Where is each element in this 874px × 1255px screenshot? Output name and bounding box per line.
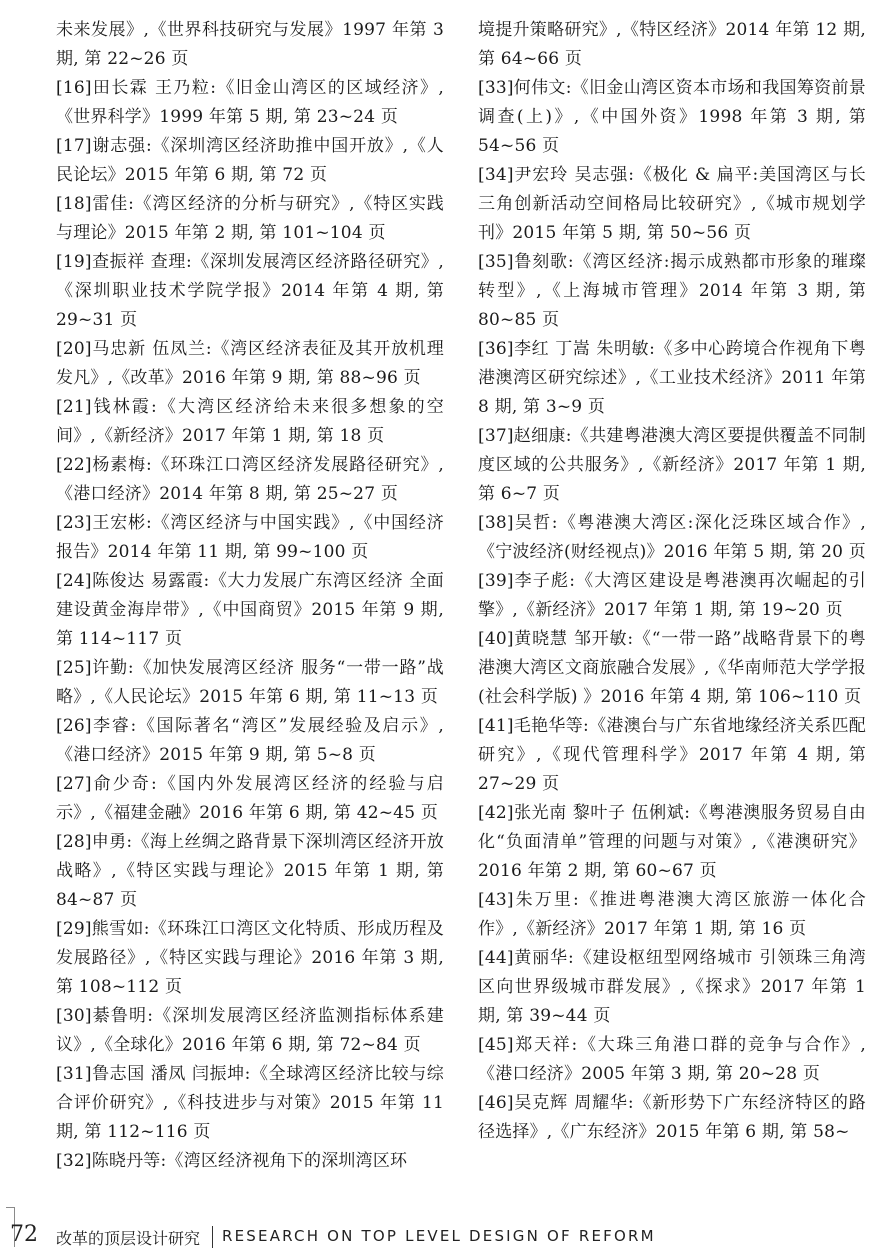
reference-entry: [26]李睿:《国际著名“湾区”发展经验及启示》,《港口经济》2015 年第 9 期, 第 5~8 页 <box>56 716 444 765</box>
reference-entry: [16]田长霖 王乃粒:《旧金山湾区的区域经济》,《世界科学》1999 年第 5 期, 第 23~24 页 <box>56 78 444 127</box>
reference-entry: [21]钱林霞:《大湾区经济给未来很多想象的空间》,《新经济》2017 年第 1 期, 第 18 页 <box>56 397 444 446</box>
reference-entry: [25]许勤:《加快发展湾区经济 服务“一带一路”战略》,《人民论坛》2015 年第 6 期, 第 11~13 页 <box>56 658 444 707</box>
reference-entry: [32]陈晓丹等:《湾区经济视角下的深圳湾区环 <box>56 1151 408 1171</box>
journal-title-en: RESEARCH ON TOP LEVEL DESIGN OF REFORM <box>222 1227 656 1245</box>
reference-entry: 境提升策略研究》,《特区经济》2014 年第 12 期, 第 64~66 页 <box>478 20 866 69</box>
reference-entry: [34]尹宏玲 吴志强:《极化 & 扁平:美国湾区与长三角创新活动空间格局比较研究》,《城市规划学刊》2015 年第 5 期, 第 50~56 页 <box>478 165 866 243</box>
reference-entry: [30]綦鲁明:《深圳发展湾区经济监测指标体系建议》,《全球化》2016 年第 6 期, 第 72~84 页 <box>56 1006 444 1055</box>
reference-entry: [28]申勇:《海上丝绸之路背景下深圳湾区经济开放战略》,《特区实践与理论》2015 年第 1 期, 第 84~87 页 <box>56 832 444 910</box>
reference-entry: [45]郑天祥:《大珠三角港口群的竞争与合作》,《港口经济》2005 年第 3 期, 第 20~28 页 <box>478 1035 866 1084</box>
reference-entry: [36]李红 丁嵩 朱明敏:《多中心跨境合作视角下粤港澳湾区研究综述》,《工业技术经济》2011 年第 8 期, 第 3~9 页 <box>478 339 866 417</box>
reference-entry: [23]王宏彬:《湾区经济与中国实践》,《中国经济报告》2014 年第 11 期, 第 99~100 页 <box>56 513 444 562</box>
reference-entry: [31]鲁志国 潘凤 闫振坤:《全球湾区经济比较与综合评价研究》,《科技进步与对策》2015 年第 11 期, 第 112~116 页 <box>56 1064 444 1142</box>
page-number: 72 <box>10 1222 38 1247</box>
references-left-column <box>56 16 444 1176</box>
reference-entry: [41]毛艳华等:《港澳台与广东省地缘经济关系匹配研究》,《现代管理科学》2017 年第 4 期, 第 27~29 页 <box>478 716 866 794</box>
reference-entry: [40]黄晓慧 邹开敏:《“一带一路”战略背景下的粤港澳大湾区文商旅融合发展》,《华南师范大学学报(社会科学版) 》2016 年第 4 期, 第 106~110 页 <box>478 629 866 707</box>
reference-entry: [27]俞少奇:《国内外发展湾区经济的经验与启示》,《福建金融》2016 年第 6 期, 第 42~45 页 <box>56 774 444 823</box>
references-right-column <box>478 16 866 1147</box>
reference-entry: [44]黄丽华:《建设枢纽型网络城市 引领珠三角湾区向世界级城市群发展》,《探求》2017 年第 1 期, 第 39~44 页 <box>478 948 866 1026</box>
reference-entry: [42]张光南 黎叶子 伍俐斌:《粤港澳服务贸易自由化“负面清单”管理的问题与对策》,《港澳研究》2016 年第 2 期, 第 60~67 页 <box>478 803 866 881</box>
reference-entry: [18]雷佳:《湾区经济的分析与研究》,《特区实践与理论》2015 年第 2 期, 第 101~104 页 <box>56 194 444 243</box>
reference-entry: 未来发展》,《世界科技研究与发展》1997 年第 3 期, 第 22~26 页 <box>56 20 444 69</box>
reference-entry: [19]查振祥 查理:《深圳发展湾区经济路径研究》,《深圳职业技术学院学报》2014 年第 4 期, 第 29~31 页 <box>56 252 444 330</box>
reference-entry: [39]李子彪:《大湾区建设是粤港澳再次崛起的引擎》,《新经济》2017 年第 1 期, 第 19~20 页 <box>478 571 866 620</box>
reference-entry: [35]鲁刻歌:《湾区经济:揭示成熟都市形象的璀璨转型》,《上海城市管理》2014 年第 3 期, 第 80~85 页 <box>478 252 866 330</box>
footer-separator <box>212 1226 213 1248</box>
reference-entry: [24]陈俊达 易露霞:《大力发展广东湾区经济 全面建设黄金海岸带》,《中国商贸》2015 年第 9 期, 第 114~117 页 <box>56 571 444 649</box>
reference-entry: [37]赵细康:《共建粤港澳大湾区要提供覆盖不同制度区域的公共服务》,《新经济》2017 年第 1 期, 第 6~7 页 <box>478 426 866 504</box>
reference-entry: [43]朱万里:《推进粤港澳大湾区旅游一体化合作》,《新经济》2017 年第 1 期, 第 16 页 <box>478 890 866 939</box>
reference-entry: [20]马忠新 伍凤兰:《湾区经济表征及其开放机理发凡》,《改革》2016 年第 9 期, 第 88~96 页 <box>56 339 444 388</box>
reference-entry: [38]吴哲:《粤港澳大湾区:深化泛珠区域合作》,《宁波经济(财经视点)》2016 年第 5 期, 第 20 页 <box>478 513 867 562</box>
reference-entry: [29]熊雪如:《环珠江口湾区文化特质、形成历程及发展路径》,《特区实践与理论》2016 年第 3 期, 第 108~112 页 <box>56 919 444 997</box>
reference-entry: [33]何伟文:《旧金山湾区资本市场和我国筹资前景调查(上)》,《中国外资》1998 年第 3 期, 第 54~56 页 <box>478 78 866 156</box>
reference-entry: [22]杨素梅:《环珠江口湾区经济发展路径研究》,《港口经济》2014 年第 8 期, 第 25~27 页 <box>56 455 444 504</box>
journal-title-cn: 改革的顶层设计研究 <box>56 1229 201 1248</box>
reference-entry: [46]吴克辉 周耀华:《新形势下广东经济特区的路径选择》,《广东经济》2015 年第 6 期, 第 58~ <box>478 1093 866 1142</box>
reference-entry: [17]谢志强:《深圳湾区经济助推中国开放》,《人民论坛》2015 年第 6 期, 第 72 页 <box>56 136 444 185</box>
